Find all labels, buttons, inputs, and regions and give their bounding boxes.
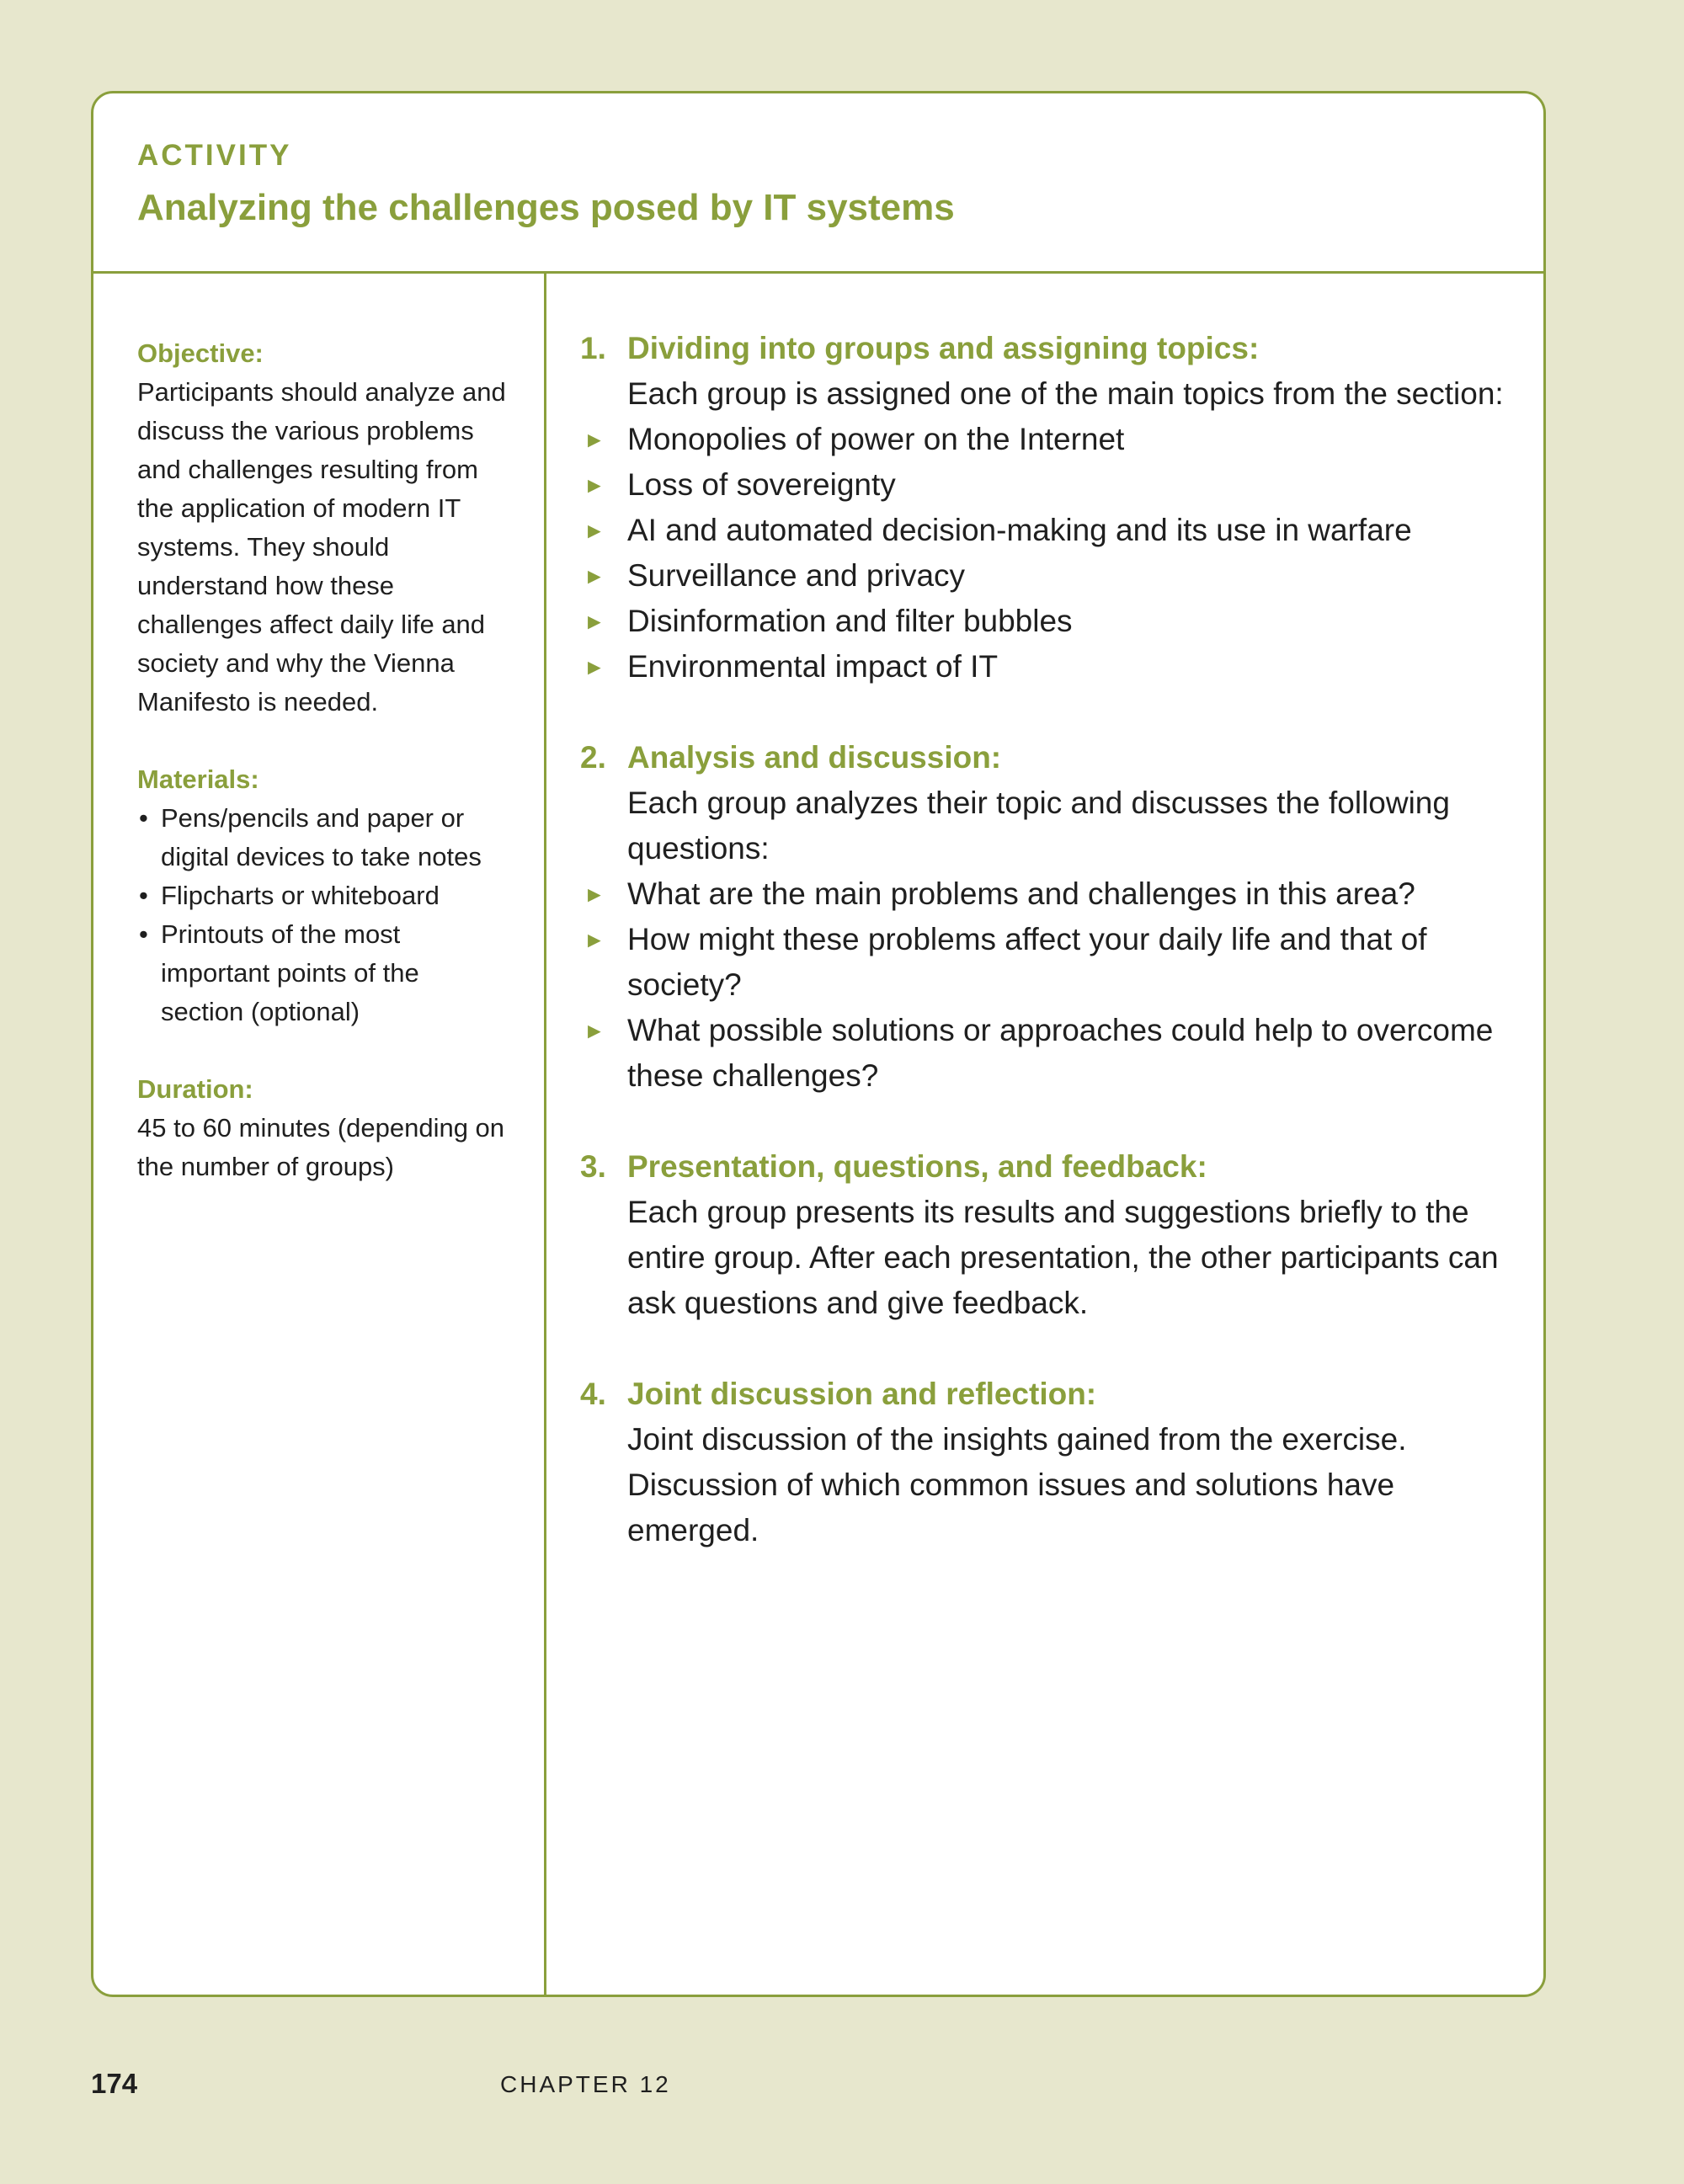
steps-column [546, 274, 1543, 1995]
list-item [580, 1008, 1511, 1099]
topic-list [580, 417, 1543, 690]
sidebar [93, 274, 546, 1995]
step-number: 3. [580, 1149, 606, 1184]
bullet-dot-icon: • [139, 881, 148, 910]
question-list [580, 871, 1543, 1099]
step-text: Each group is assigned one of the main topics from the section: [627, 376, 1504, 411]
step-number: 2. [580, 740, 606, 775]
arrow-right-icon: ► [584, 609, 605, 634]
step-heading [580, 1372, 1543, 1417]
list-item [580, 462, 1511, 508]
step-title: Dividing into groups and assigning topics: [627, 331, 1260, 365]
list-item [137, 799, 508, 876]
list-item [580, 599, 1511, 644]
materials-section [137, 760, 544, 1031]
page-number: 174 [91, 2068, 138, 2099]
duration-section [137, 1070, 544, 1186]
list-item [580, 917, 1511, 1008]
arrow-right-icon: ► [584, 882, 605, 907]
step-heading [580, 735, 1543, 780]
duration-label: Duration: [137, 1074, 253, 1104]
list-item [580, 508, 1511, 553]
material-text: Flipcharts or whiteboard [161, 881, 440, 910]
material-text: Printouts of the most important points of the section (optional) [161, 919, 419, 1026]
step-3 [580, 1144, 1543, 1326]
activity-title: Analyzing the challenges posed by IT systems [137, 187, 955, 228]
list-item [580, 871, 1511, 917]
activity-card [91, 91, 1546, 1997]
material-text: Pens/pencils and paper or digital devices to take notes [161, 803, 482, 871]
step-number: 4. [580, 1377, 606, 1411]
list-item [580, 553, 1511, 599]
arrow-right-icon: ► [584, 563, 605, 589]
objective-label: Objective: [137, 338, 264, 368]
step-2 [580, 735, 1543, 1099]
materials-label: Materials: [137, 764, 259, 794]
arrow-right-icon: ► [584, 472, 605, 498]
card-body [93, 274, 1543, 1995]
step-number: 1. [580, 331, 606, 365]
question-text: What possible solutions or approaches could help to overcome these challenges? [627, 1013, 1494, 1093]
step-text: Each group analyzes their topic and discusses the following questions: [627, 786, 1450, 866]
question-text: What are the main problems and challenges in this area? [627, 876, 1415, 911]
topic-text: Loss of sovereignty [627, 467, 896, 502]
materials-list [137, 799, 508, 1031]
step-title: Joint discussion and reflection: [627, 1377, 1097, 1411]
activity-kicker: ACTIVITY [137, 139, 292, 172]
bullet-dot-icon: • [139, 803, 148, 833]
question-text: How might these problems affect your daily life and that of society? [627, 922, 1427, 1002]
list-item [137, 915, 508, 1031]
topic-text: AI and automated decision-making and its use in warfare [627, 513, 1412, 547]
step-1 [580, 326, 1543, 690]
arrow-right-icon: ► [584, 654, 605, 679]
list-item [137, 876, 508, 915]
step-4 [580, 1372, 1543, 1553]
step-heading [580, 1144, 1543, 1190]
topic-text: Monopolies of power on the Internet [627, 422, 1125, 456]
step-title: Analysis and discussion: [627, 740, 1002, 775]
objective-text: Participants should analyze and discuss the various problems and challenges resulting from the application of modern IT systems. They should understand how these challenges affect daily life and society and why the Vienna Manifesto is needed. [137, 377, 506, 716]
arrow-right-icon: ► [584, 927, 605, 952]
duration-text: 45 to 60 minutes (depending on the number of groups) [137, 1113, 505, 1181]
topic-text: Surveillance and privacy [627, 558, 966, 593]
objective-section [137, 334, 544, 722]
step-text: Joint discussion of the insights gained from the exercise. Discussion of which common issues and solutions have emerged. [627, 1422, 1407, 1547]
topic-text: Environmental impact of IT [627, 649, 999, 684]
card-header [93, 93, 1543, 274]
topic-text: Disinformation and filter bubbles [627, 604, 1073, 638]
arrow-right-icon: ► [584, 427, 605, 452]
list-item [580, 644, 1511, 690]
step-heading [580, 326, 1543, 371]
chapter-label: CHAPTER 12 [500, 2071, 671, 2097]
step-text: Each group presents its results and suggestions briefly to the entire group. After each presentation, the other participants can ask questions and give feedback. [627, 1195, 1499, 1320]
bullet-dot-icon: • [139, 919, 148, 949]
arrow-right-icon: ► [584, 518, 605, 543]
arrow-right-icon: ► [584, 1018, 605, 1043]
list-item [580, 417, 1511, 462]
step-title: Presentation, questions, and feedback: [627, 1149, 1207, 1184]
